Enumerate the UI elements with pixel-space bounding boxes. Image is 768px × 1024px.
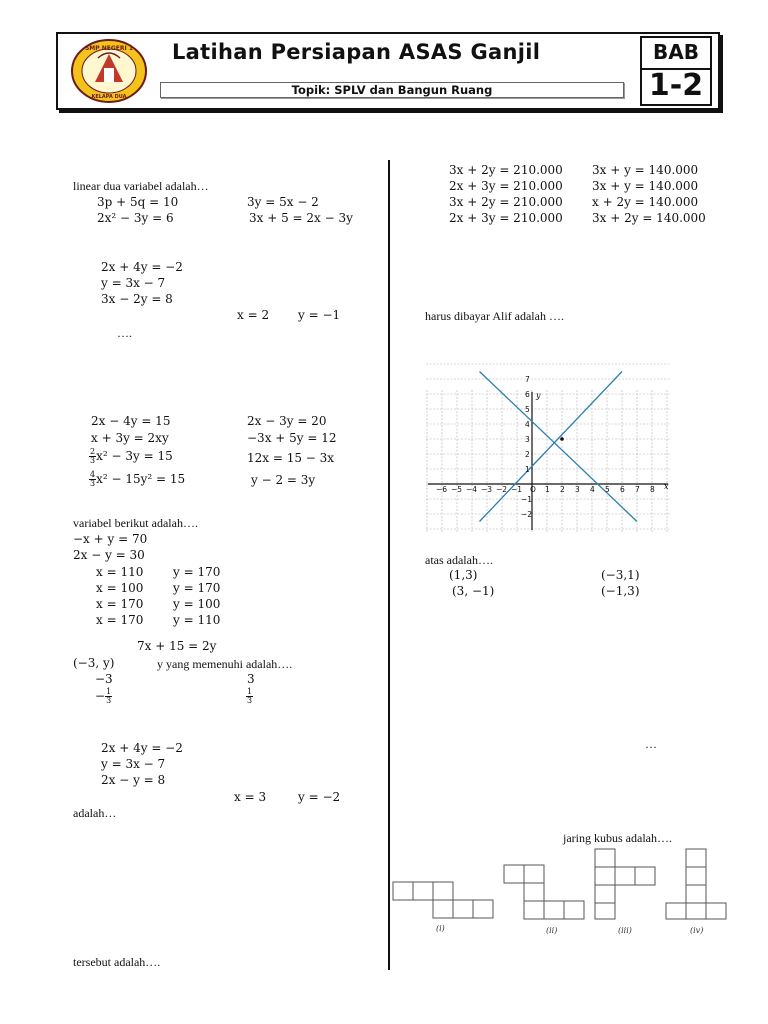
chapter-box [640, 36, 712, 106]
page-title: Latihan Persiapan ASAS Ganjil [172, 40, 541, 64]
x-tick-label: 2 [560, 485, 565, 494]
q5-option-d [246, 688, 253, 705]
y-axis-label: y [536, 391, 541, 400]
q2-equation-2: y = 3x − 7 [101, 276, 166, 290]
q4-option-d-y: y = 110 [173, 613, 221, 627]
q5-option-c: − $\frac{1}{3}$ [95, 687, 112, 705]
q7-tail: tersebut adalah…. [73, 955, 161, 969]
q6-equation-2: y = 3x − 7 [101, 757, 166, 771]
q10-option-d: (−1,3) [601, 584, 640, 598]
q4-option-c-x: x = 170 [96, 597, 144, 611]
q5-option-a: −3 [95, 672, 113, 686]
x-tick-label: 1 [545, 485, 550, 494]
q4-option-c-y: y = 100 [173, 597, 221, 611]
q6-solution-x: x = 3 [234, 790, 267, 804]
x-tick-label: −5 [451, 485, 463, 494]
q3-option-a: 2x − 4y = 15 [91, 414, 171, 428]
q3-option-f: 12x = 15 − 3x [247, 451, 335, 465]
q1-option-a: 3p + 5q = 10 [97, 195, 179, 209]
y-tick-label: 5 [525, 405, 530, 414]
topic-bar [160, 82, 624, 98]
q4-tail: variabel berikut adalah…. [73, 516, 198, 530]
q6-equation-1: 2x + 4y = −2 [101, 741, 183, 755]
fraction: $\frac{2}{3}$ [90, 447, 96, 465]
fraction: $\frac{1}{3}$ [106, 687, 112, 705]
x-tick-label: −1 [511, 485, 523, 494]
y-tick-label: 1 [525, 465, 530, 474]
x-tick-label: 5 [605, 485, 610, 494]
q8-option-d-1: 2x + 3y = 210.000 [449, 211, 563, 225]
x-axis-label: x [664, 482, 669, 491]
q4-option-b-x: x = 100 [96, 581, 144, 595]
q1-option-c: 2x² − 3y = 6 [97, 211, 174, 225]
cube-net-4 [666, 849, 726, 919]
q2-solution-y: y = −1 [298, 308, 341, 322]
q1-option-b: 3y = 5x − 2 [247, 195, 319, 209]
q2-dots: …. [117, 326, 132, 340]
q10-tail: atas adalah…. [425, 553, 493, 567]
q8-option-c-2: x + 2y = 140.000 [592, 195, 699, 209]
q2-solution-x: x = 2 [237, 308, 270, 322]
q6-tail: adalah… [73, 806, 117, 820]
net-label-2: (ii) [546, 926, 558, 935]
q2-equation-3: 3x − 2y = 8 [101, 292, 173, 306]
svg-text:KELAPA DUA: KELAPA DUA [91, 94, 127, 100]
q2-equation-1: 2x + 4y = −2 [101, 260, 183, 274]
q3-option-h: y − 2 = 3y [251, 473, 316, 487]
coordinate-graph [424, 375, 672, 534]
q8-option-b-2: 3x + y = 140.000 [592, 179, 699, 193]
q5-tail: y yang memenuhi adalah…. [157, 657, 293, 671]
topic-text: Topik: SPLV dan Bangun Ruang [291, 83, 493, 97]
x-tick-label: 3 [575, 485, 580, 494]
x-tick-label: O [530, 485, 536, 494]
q12-tail: jaring kubus adalah…. [563, 831, 672, 845]
school-logo [70, 38, 148, 104]
q8-option-a-1: 3x + 2y = 210.000 [449, 163, 563, 177]
q4-option-a-x: x = 110 [96, 565, 144, 579]
net-label-4: (iv) [690, 926, 704, 935]
q10-option-a: (1,3) [449, 568, 478, 582]
q3-option-e: $\frac{2}{3}$ x² − 3y = 15 [90, 447, 173, 465]
q3-option-d: −3x + 5y = 12 [247, 431, 337, 445]
x-tick-label: 8 [650, 485, 655, 494]
cube-net-1 [393, 882, 493, 918]
q5-equation: 7x + 15 = 2y [137, 639, 217, 653]
x-tick-label: −3 [481, 485, 493, 494]
q1-option-d: 3x + 5 = 2x − 3y [249, 211, 353, 225]
q3-option-b: 2x − 3y = 20 [247, 414, 327, 428]
x-tick-label: −2 [496, 485, 508, 494]
x-tick-label: 7 [635, 485, 640, 494]
q8-option-a-2: 3x + y = 140.000 [592, 163, 699, 177]
y-tick-label: 2 [525, 450, 530, 459]
cube-nets [390, 846, 730, 938]
x-tick-label: 6 [620, 485, 625, 494]
svg-text:SMP NEGERI 1: SMP NEGERI 1 [84, 45, 134, 52]
q3-option-c: x + 3y = 2xy [91, 431, 169, 445]
chapter-number: 1-2 [648, 68, 704, 103]
graph-axes [428, 392, 668, 530]
q6-solution-y: y = −2 [298, 790, 341, 804]
q8-option-b-1: 2x + 3y = 210.000 [449, 179, 563, 193]
intersection-point [560, 437, 564, 441]
fraction: $\frac{4}{3}$ [90, 470, 96, 488]
q5-point: (−3, y) [73, 656, 115, 670]
fraction: $\frac{1}{3}$ [247, 687, 253, 705]
q4-option-a-y: y = 170 [173, 565, 221, 579]
q8-option-d-2: 3x + 2y = 140.000 [592, 211, 706, 225]
net-label-3: (iii) [618, 926, 632, 935]
q8-option-c-1: 3x + 2y = 210.000 [449, 195, 563, 209]
q9-tail: harus dibayar Alif adalah …. [425, 309, 564, 323]
y-tick-label: −1 [521, 495, 533, 504]
q6-equation-3: 2x − y = 8 [101, 773, 166, 787]
x-tick-label: −6 [436, 485, 448, 494]
net-label-1: (i) [436, 924, 445, 933]
q5-option-b: 3 [247, 672, 255, 686]
chapter-label: BAB [653, 40, 699, 64]
q4-option-d-x: x = 170 [96, 613, 144, 627]
x-tick-label: 4 [590, 485, 595, 494]
x-tick-label: −4 [466, 485, 478, 494]
q4-equation-2: 2x − y = 30 [73, 548, 145, 562]
graph-grid [426, 364, 670, 532]
q11-dots: … [645, 737, 657, 751]
cube-net-3 [595, 849, 655, 919]
y-tick-label: 7 [525, 375, 530, 384]
cube-net-2 [504, 865, 584, 919]
y-tick-label: −2 [521, 510, 533, 519]
y-tick-label: 3 [525, 435, 530, 444]
q10-option-b: (−3,1) [601, 568, 640, 582]
q4-option-b-y: y = 170 [173, 581, 221, 595]
q4-equation-1: −x + y = 70 [73, 532, 148, 546]
q1-tail: linear dua variabel adalah… [73, 179, 209, 193]
q10-option-c: (3, −1) [452, 584, 495, 598]
y-tick-label: 6 [525, 390, 530, 399]
q3-option-g: $\frac{4}{3}$ x² − 15y² = 15 [90, 470, 186, 488]
y-tick-label: 4 [525, 420, 530, 429]
